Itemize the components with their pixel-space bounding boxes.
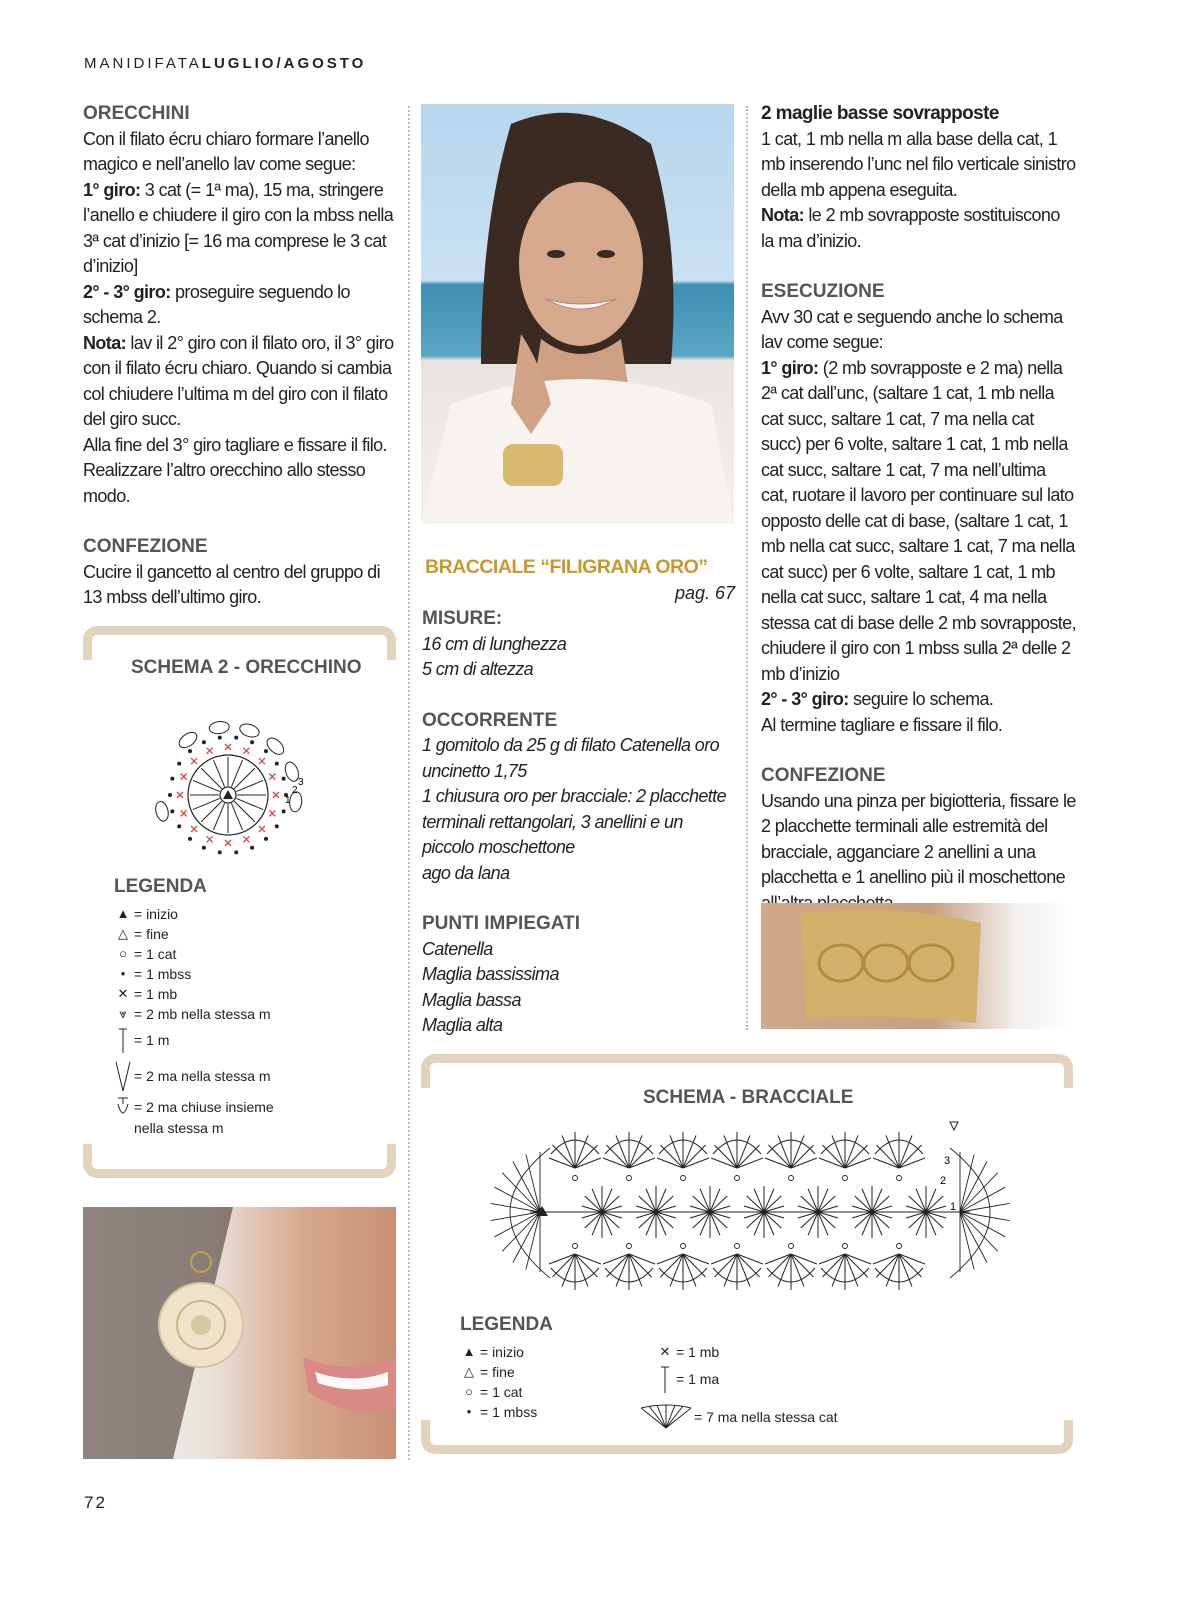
model-photo [421, 104, 734, 524]
bracelet-schema-frame-bottom [421, 1420, 1073, 1454]
legend-item: = 1 ma [654, 1362, 719, 1396]
legend-item: ⩔ = 2 mb nella stessa m [112, 1004, 274, 1024]
end-triangle-icon: △ [464, 1364, 474, 1379]
section-title-confezione: CONFEZIONE [83, 536, 208, 557]
legend-item: = 1 m [112, 1024, 274, 1056]
diagram-round-label: 2 [940, 1175, 947, 1187]
giro23-text: proseguire seguendo lo schema 2. [83, 281, 350, 327]
diagram-round-label: 3 [944, 1155, 951, 1167]
legend-item: = 2 ma nella stessa m [112, 1056, 274, 1096]
intro-text: Con il filato écru chiaro formare l’anello magico e nell’anello lav come segue: [83, 128, 369, 174]
bracelet-title: BRACCIALE “FILIGRANA ORO” [425, 556, 708, 578]
misure-item: 16 cm di lunghezza [422, 633, 567, 654]
nota-label: Nota: [83, 332, 126, 353]
occorrente-item: 1 gomitolo da 25 g di filato Catenella oro [422, 735, 720, 755]
giro1-label: 1° giro: [761, 357, 819, 378]
confezione-text: Usando una pinza per bigiotteria, fissare le 2 placchette terminali alle estremità del bracciale, agganciare 2 anellini a una placchetta e 1 anellino più il moschettone [761, 790, 1076, 887]
two-dc-together-icon [112, 1096, 134, 1118]
bracelet-schema-frame-top [421, 1054, 1073, 1088]
earring-photo [83, 1207, 396, 1459]
esecuzione-intro: Avv 30 cat e seguendo anche lo schema lav come segue: [761, 306, 1063, 352]
punti-item: Maglia alta [422, 1015, 503, 1035]
column-divider [746, 106, 748, 1030]
schema2-title: SCHEMA 2 - ORECCHINO [131, 657, 362, 678]
two-dc-same-stitch-icon [112, 1059, 134, 1093]
schema2-legend-title: LEGENDA [114, 876, 207, 897]
end-text-1: Alla fine del 3° giro tagliare e fissare il filo. [83, 434, 387, 455]
legend-item: ✕ = 1 mb [654, 1342, 719, 1362]
legend-item: △ = fine [458, 1362, 537, 1382]
giro1-paragraph [761, 356, 1076, 688]
section-title-esecuzione: ESECUZIONE [761, 281, 885, 302]
legend-item: ✕ = 1 mb [112, 984, 274, 1004]
bracelet-photo [761, 903, 1072, 1029]
giro1-paragraph [83, 178, 398, 280]
nota-paragraph [761, 203, 1076, 254]
diagram-round-label: 1 [950, 1201, 957, 1213]
legend-item: nella stessa m [134, 1120, 224, 1136]
giro23-paragraph [83, 280, 398, 331]
schema2-legend [112, 904, 274, 1138]
earrings-instructions [83, 101, 398, 611]
punti-item: Catenella [422, 938, 493, 959]
bracelet-schema-title: SCHEMA - BRACCIALE [643, 1087, 854, 1108]
bracelet-instructions [761, 101, 1076, 916]
diagram-round-label: 2 [292, 785, 298, 796]
giro1-text: (2 mb sovrapposte e 2 ma) nella 2ª cat dall’unc, (saltare 1 cat, 1 mb nella cat succ, saltare 1 cat, 7 ma nella cat succ) per 6 volte, saltare 1 cat, 1 mb nella cat succ, saltare 1 cat, 7 ma nell’ultima cat, ruotare il lavoro per continuare sul lato opposto delle cat di base, (saltare 1 cat, 1 mb nella cat succ, saltare 1 cat, 7 ma nella cat succ) per 6 volte, saltare 1 cat, 1 mb nella cat succ, saltare 1 cat, 4 ma nella stessa cat di base delle 2 mb sovrapposte, chiudere il giro con 1 mbss sulla 2ª delle 2 mb d’inizio [761, 357, 1076, 684]
earring-crochet-diagram [138, 700, 318, 870]
end-triangle-icon: △ [118, 926, 128, 941]
section-title-confezione: CONFEZIONE [761, 765, 886, 786]
legend-item: ▲ = inizio [112, 904, 274, 924]
end-text-2: Realizzare l’altro orecchino allo stesso modo. [83, 460, 366, 506]
single-crochet-icon: ✕ [659, 1344, 671, 1359]
stitch-text: 1 cat, 1 mb nella m alla base della cat, 1 mb inserendo l’unc nel filo verticale sinistro della mb appena eseguita. [761, 128, 1076, 200]
running-header [84, 55, 366, 72]
legend-item: ○ = 1 cat [458, 1382, 537, 1402]
legend-item: ▲ = inizio [458, 1342, 537, 1362]
stitch-icon [112, 1026, 134, 1054]
legend-item: = 7 ma nella stessa cat [638, 1404, 838, 1430]
occorrente-title: OCCORRENTE [422, 709, 558, 731]
chain-icon: ○ [465, 1384, 473, 1399]
giro23-label: 2° - 3° giro: [761, 689, 849, 709]
legend-item: • = 1 mbss [112, 964, 274, 984]
legend-item: △ = fine [112, 924, 274, 944]
punti-item: Maglia bassissima [422, 964, 559, 984]
stitch-icon [654, 1364, 676, 1394]
nota-text: le 2 mb sovrapposte sostituiscono la ma d’inizio. [761, 205, 1060, 251]
double-single-crochet-icon: ⩔ [119, 1006, 127, 1021]
misure-title: MISURE: [422, 608, 503, 629]
bracelet-crochet-diagram [480, 1118, 1020, 1308]
giro23-label: 2° - 3° giro: [83, 281, 171, 302]
bracelet-legend-title: LEGENDA [460, 1314, 553, 1335]
giro1-label: 1° giro: [83, 179, 141, 200]
bracelet-legend-left [458, 1342, 537, 1422]
chain-icon: ○ [119, 946, 127, 961]
section-title-orecchini: ORECCHINI [83, 103, 190, 124]
slip-stitch-icon: • [120, 966, 126, 981]
occorrente-item: uncinetto 1,75 [422, 760, 527, 781]
misure-item: 5 cm di altezza [422, 659, 534, 679]
giro23-text: seguire lo schema. [848, 689, 994, 709]
page-reference: pag. 67 [674, 583, 735, 603]
page-number: 72 [84, 1493, 107, 1512]
legend-item: = 2 ma chiuse insieme [112, 1096, 274, 1118]
giro1-text: 3 cat (= 1ª ma), 15 ma, stringere l’anello e chiudere il giro con la mbss nella 3ª cat d’inizio [= 16 ma comprese le 3 cat d’inizio] [83, 179, 394, 276]
stitch-title: 2 maglie basse sovrapposte [761, 103, 999, 124]
column-divider [408, 106, 410, 1460]
start-triangle-icon: ▲ [462, 1344, 476, 1359]
schema2-frame-bottom [83, 1144, 396, 1178]
punti-item: Maglia bassa [422, 989, 521, 1010]
legend-item: ○ = 1 cat [112, 944, 274, 964]
nota-label: Nota: [761, 205, 804, 225]
end-text: Al termine tagliare e fissare il filo. [761, 714, 1003, 735]
magazine-name: MANIDIFATA [84, 55, 202, 72]
bracelet-materials [422, 606, 737, 1039]
legend-item: • = 1 mbss [458, 1402, 537, 1422]
diagram-round-label: 3 [298, 777, 304, 788]
punti-title: PUNTI IMPIEGATI [422, 913, 580, 934]
occorrente-item: 1 chiusura oro per bracciale: 2 placchette terminali rettangolari, 3 anellini e un piccolo moschettone [422, 786, 726, 857]
diagram-round-label: 1 [285, 795, 291, 806]
issue-label: LUGLIO/AGOSTO [201, 55, 367, 72]
confezione-text: Cucire il gancetto al centro del gruppo di 13 mbss dell’ultimo giro. [83, 561, 380, 607]
single-crochet-icon: ✕ [117, 986, 129, 1001]
occorrente-item: ago da lana [422, 862, 510, 883]
slip-stitch-icon: • [466, 1404, 472, 1419]
nota-paragraph [83, 331, 398, 433]
schema2-frame-top [83, 626, 396, 660]
giro23-paragraph [761, 687, 1076, 713]
start-triangle-icon: ▲ [116, 906, 130, 921]
nota-text: lav il 2° giro con il filato oro, il 3° giro con il filato écru chiaro. Quando si cambia col chiudere l’ultima m del giro con il filato del giro succ. [83, 332, 394, 429]
bracelet-legend-right [654, 1342, 719, 1396]
